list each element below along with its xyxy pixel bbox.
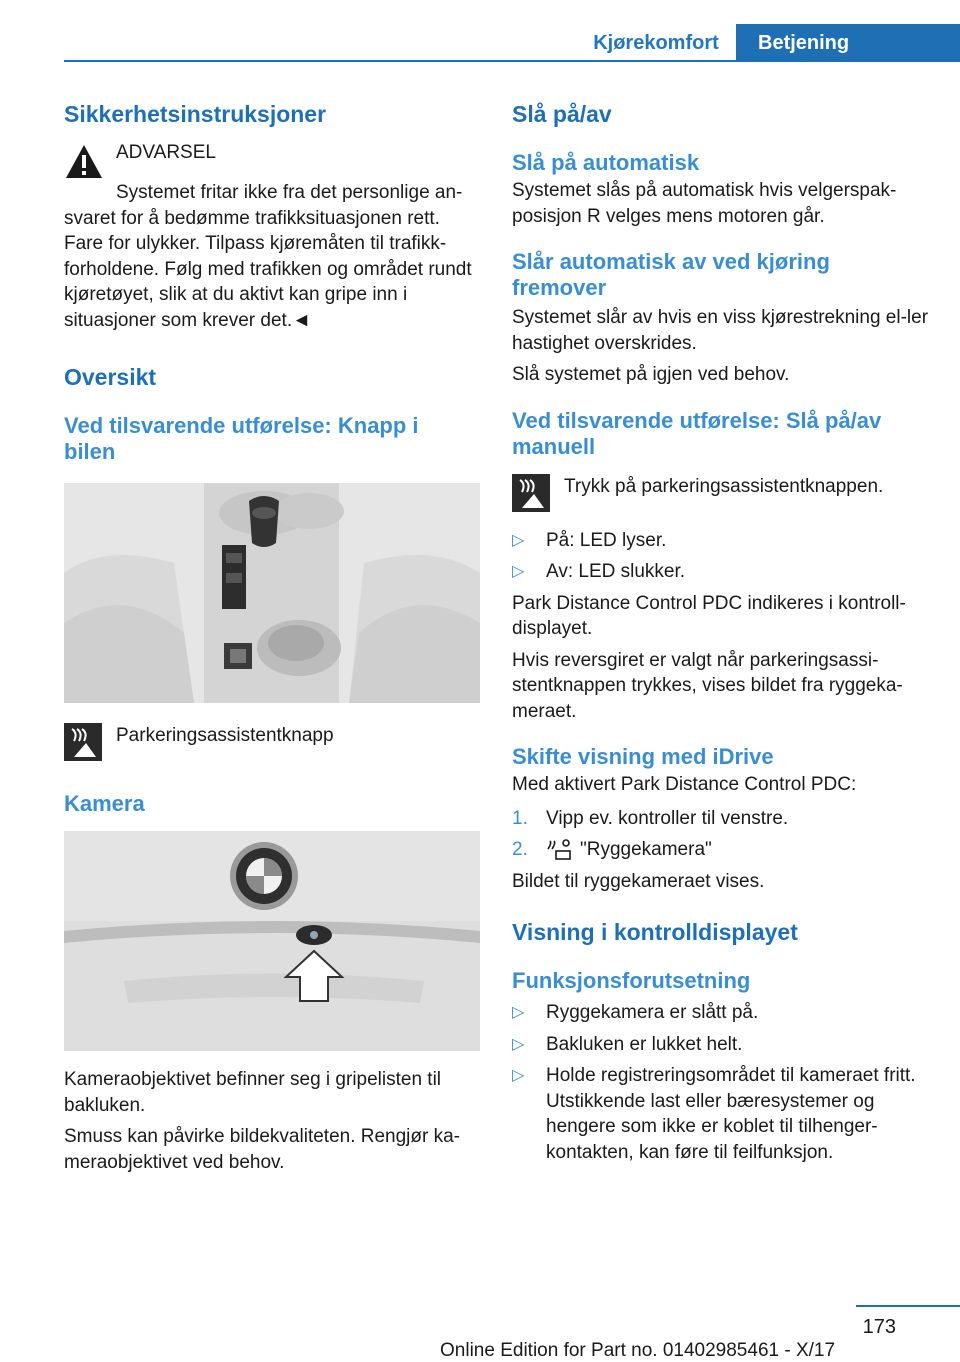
idrive-steps <box>512 806 932 863</box>
warning-body <box>116 140 480 182</box>
auto-off-text: Systemet slår av hvis en viss kjørestrekning el-ler hastighet overskrides. <box>512 307 929 354</box>
right-column <box>512 100 932 1165</box>
warning-text: Systemet fritar ikke fra det personlige an-svaret for å bedømme trafikksituasjonen rett. Fare for ulykker. Tilpass kjøremåten til trafikk-forholdene. Følg med trafikken og området rundt kjøretøyet, slik at du aktivt kan gripe inn i situasjoner som krever det.◄ <box>64 182 472 331</box>
list-item: ▷ Av: LED slukker. <box>512 559 932 585</box>
reverse-text: Hvis reversgiret er valgt når parkeringsassi-stentknappen trykkes, vises bildet fra ryggeka-meraet. <box>512 649 903 722</box>
list-item: ▷ Bakluken er lukket helt. <box>512 1032 932 1058</box>
header-rule <box>64 60 960 62</box>
button-caption-row <box>64 723 480 761</box>
tab-section[interactable]: Kjørekomfort <box>593 32 719 54</box>
page-header <box>0 24 960 62</box>
tailgate-camera-photo <box>64 831 480 1051</box>
auto-on-text: Systemet slås på automatisk hvis velgerspak-posisjon R velges mens motoren går. <box>512 180 897 227</box>
onoff-heading: Slå på/av <box>512 101 612 127</box>
parking-assist-icon <box>512 474 550 512</box>
rear-camera-icon <box>546 839 572 861</box>
left-column <box>64 100 480 1175</box>
display-heading: Visning i kontrolldisplayet <box>512 919 798 945</box>
auto-off-text-2: Slå systemet på igjen ved behov. <box>512 364 790 385</box>
idrive-result: Bildet til ryggekameraet vises. <box>512 870 765 892</box>
triangle-bullet-icon: ▷ <box>512 563 525 580</box>
center-console-photo <box>64 483 480 703</box>
manual-bullets <box>512 528 932 585</box>
triangle-bullet-icon: ▷ <box>512 1004 525 1021</box>
prereq-bullets <box>512 1000 932 1165</box>
manual-text: Trykk på parkeringsassistentknappen. <box>564 475 884 497</box>
list-item: ▷ Ryggekamera er slått på. <box>512 1000 932 1026</box>
list-item: 2. "Ryggekamera" <box>512 839 712 860</box>
button-caption: Parkeringsassistentknapp <box>116 725 334 746</box>
auto-on-heading: Slå på automatisk <box>512 150 700 175</box>
page-number: 173 <box>862 1316 896 1338</box>
triangle-bullet-icon: ▷ <box>512 1067 525 1084</box>
edition-footer: Online Edition for Part no. 01402985461 - X/17 <box>440 1340 836 1361</box>
manual-heading: Ved tilsvarende utførelse: Slå på/av manuell <box>512 407 882 459</box>
idrive-intro: Med aktivert Park Distance Control PDC: <box>512 774 857 795</box>
list-item: ▷ Holde registreringsområdet til kameraet fritt. Utstikkende last eller bæresystemer og hengere som ikke er koblet til tilhenger-kontakten, kan føre til feilfunksjon. <box>512 1063 932 1165</box>
manual-instruction-row <box>512 474 932 512</box>
center-console-illustration <box>64 483 480 703</box>
triangle-bullet-icon: ▷ <box>512 1035 525 1053</box>
tab-chapter[interactable]: Betjening <box>736 24 960 62</box>
parking-assist-icon <box>64 723 102 761</box>
camera-location-text: Kameraobjektivet befinner seg i gripelisten til bakluken. <box>64 1069 442 1116</box>
triangle-bullet-icon: ▷ <box>512 531 525 549</box>
list-item: ▷ På: LED lyser. <box>512 528 932 554</box>
footer-rule <box>856 1305 960 1307</box>
warning-block <box>64 140 480 182</box>
safety-heading: Sikkerhetsinstruksjoner <box>64 101 327 127</box>
warning-title: ADVARSEL <box>116 142 216 163</box>
tailgate-illustration <box>64 831 480 1051</box>
camera-clean-text: Smuss kan påvirke bildekvaliteten. Rengjør ka-meraobjektivet ved behov. <box>64 1126 461 1173</box>
overview-heading: Oversikt <box>64 364 157 390</box>
list-item: 1. Vipp ev. kontroller til venstre. <box>512 807 789 829</box>
pdc-text: Park Distance Control PDC indikeres i kontroll-displayet. <box>512 592 906 639</box>
auto-off-heading: Slår automatisk av ved kjøring fremover <box>512 249 830 300</box>
idrive-heading: Skifte visning med iDrive <box>512 744 774 769</box>
camera-heading: Kamera <box>64 791 145 816</box>
prereq-heading: Funksjonsforutsetning <box>512 968 751 993</box>
button-heading: Ved tilsvarende utførelse: Knapp i bilen <box>64 413 419 464</box>
warning-triangle-icon <box>64 142 104 182</box>
